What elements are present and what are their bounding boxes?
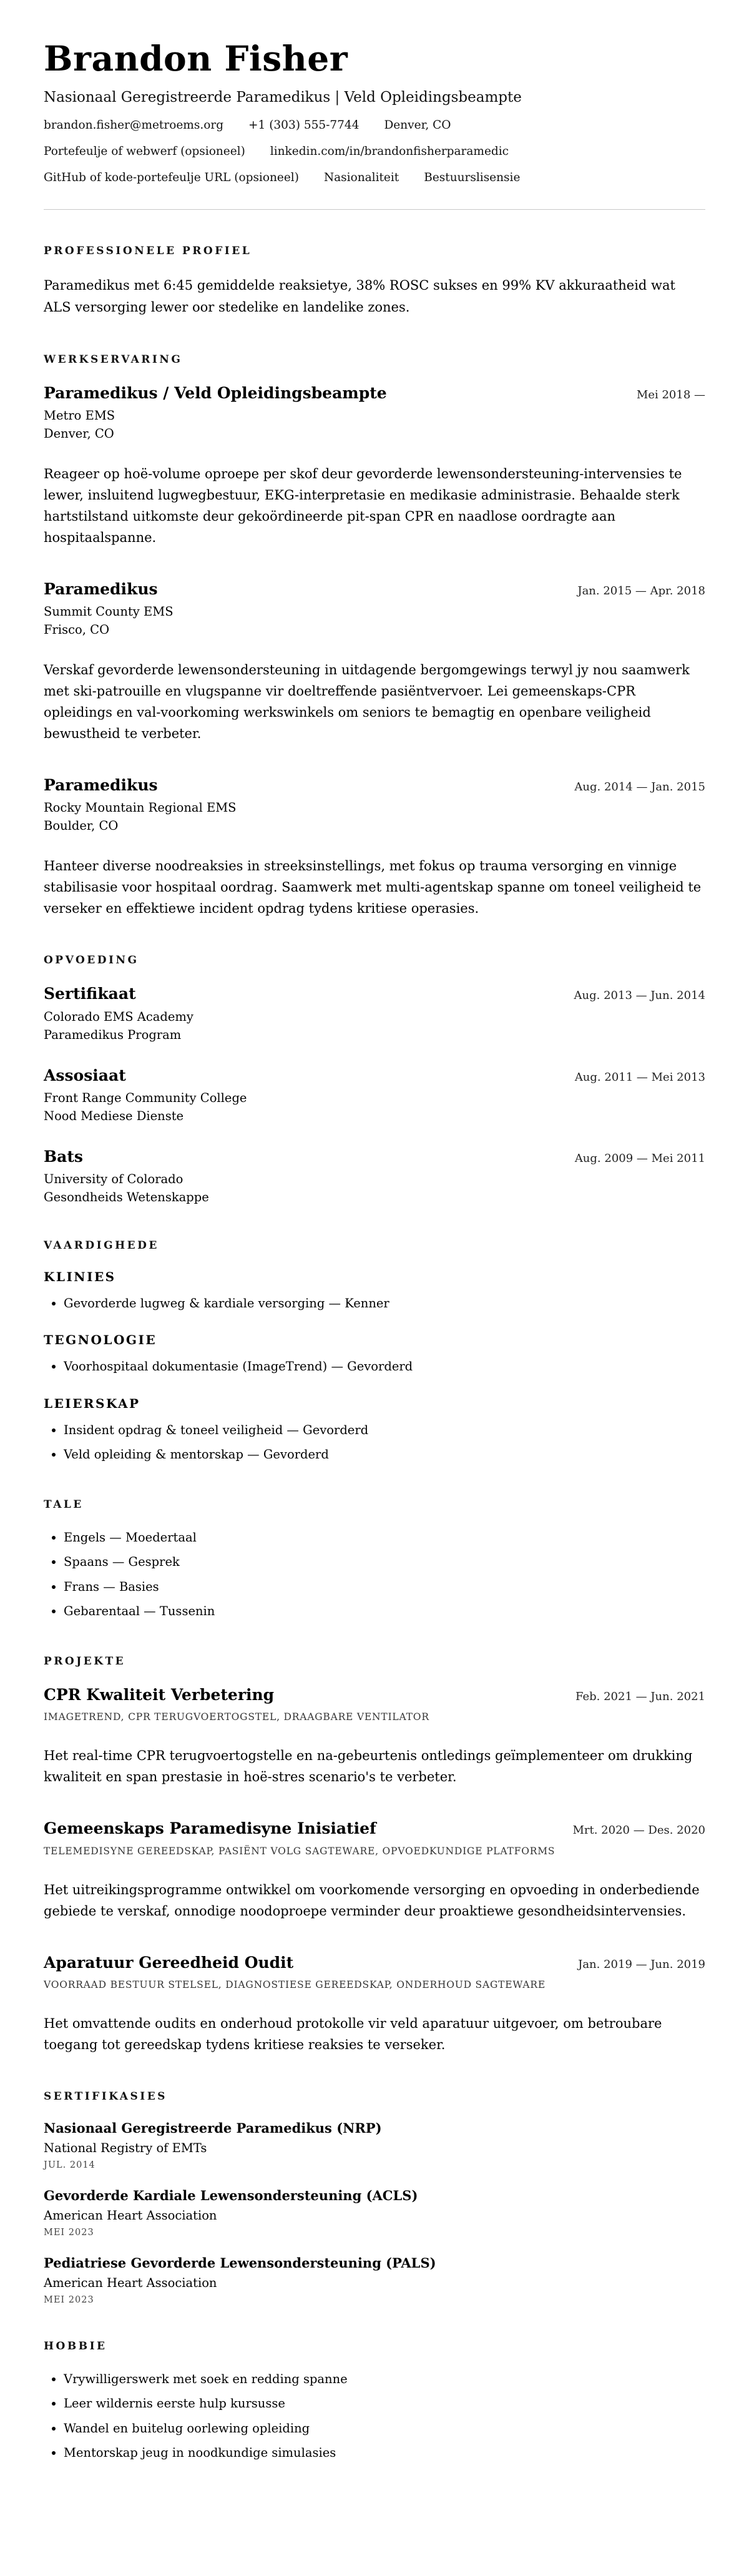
skill-list (44, 1357, 705, 1375)
project-entry-head (44, 1953, 705, 1972)
job-company: Summit County EMS (44, 604, 174, 619)
project-tools: TELEMEDISYNE GEREEDSKAP, PASIËNT VOLG SAGTEWARE, OPVOEDKUNDIGE PLATFORMS (44, 1845, 556, 1857)
project-tools: IMAGETREND, CPR TERUGVOERTOGSTEL, DRAAGBARE VENTILATOR (44, 1711, 429, 1723)
person-name: Brandon Fisher (44, 38, 348, 79)
certification-name: Gevorderde Kardiale Lewensondersteuning (ACLS) (44, 2188, 418, 2204)
project-description: Het uitreikingsprogramme ontwikkel om voorkomende versorging en opvoeding in onderbediende gebiede te verskaf, onnodige noodoproepe verminder deur proaktiewe gesondheidsintervensies. (44, 1882, 700, 1919)
skill-category-leadership (44, 1396, 705, 1464)
skill-category-name: TEGNOLOGIE (44, 1332, 157, 1348)
skills-heading: VAARDIGHEDE (44, 1239, 159, 1252)
education-school: University of Colorado (44, 1172, 184, 1187)
header-divider (44, 209, 705, 210)
job-entry-head (44, 775, 705, 795)
education-entry (44, 984, 705, 1041)
languages-heading: TALE (44, 1498, 84, 1512)
section-languages (44, 1498, 705, 1620)
job-description: Hanteer diverse noodreaksies in streeksinstellings, met fokus op trauma versorging en vinnige stabilisasie voor hospitaal oordrag. Saamwerk met multi-agentskap spanne om toneel veiligheid te verseker en effektiewe incident opdrag tydens kritiese operasies. (44, 858, 702, 917)
education-degree: Bats (44, 1147, 83, 1166)
skill-category-name: KLINIES (44, 1269, 116, 1285)
hobby-item: • Wandel en buitelug oorlewing opleiding (64, 2419, 705, 2437)
certification-issuer: American Heart Association (44, 2276, 217, 2291)
job-dates: Mei 2018 — (636, 388, 705, 401)
project-dates: Mrt. 2020 — Des. 2020 (572, 1824, 705, 1837)
project-title: Gemeenskaps Paramedisyne Inisiatief (44, 1819, 376, 1838)
project-entry (44, 1953, 705, 2055)
job-dates: Aug. 2014 — Jan. 2015 (574, 780, 705, 794)
project-description: Het omvattende oudits en onderhoud protokolle vir veld aparatuur uitgevoer, om betroubare toegang tot gereedskap tydens kritiese reaksies te verseker. (44, 2016, 662, 2053)
section-projects (44, 1655, 705, 2055)
project-title: CPR Kwaliteit Verbetering (44, 1686, 275, 1704)
job-entry-head (44, 383, 705, 403)
certification-date: MEI 2023 (44, 2228, 94, 2238)
contact-phone: +1 (303) 555-7744 (248, 119, 360, 132)
skill-category-technology (44, 1332, 705, 1375)
education-entry-head (44, 1147, 705, 1166)
hobby-item: • Vrywilligerswerk met soek en redding spanne (64, 2370, 705, 2388)
language-item: • Spaans — Gesprek (64, 1553, 705, 1571)
education-dates: Aug. 2013 — Jun. 2014 (574, 989, 705, 1003)
contact-block (44, 119, 705, 184)
education-entry (44, 1066, 705, 1123)
job-title: Paramedikus (44, 776, 158, 795)
language-list (44, 1528, 705, 1620)
project-entry-head (44, 1685, 705, 1704)
contact-row-3 (44, 171, 705, 184)
hobby-item: • Leer wildernis eerste hulp kursusse (64, 2394, 705, 2412)
certifications-heading: SERTIFIKASIES (44, 2090, 167, 2103)
skill-category-name: LEIERSKAP (44, 1395, 140, 1411)
job-entry (44, 383, 705, 548)
skill-list (44, 1294, 705, 1312)
skill-item: • Voorhospitaal dokumentasie (ImageTrend) — Gevorderd (64, 1357, 705, 1375)
job-description: Verskaf gevorderde lewensondersteuning in uitdagende bergomgewings terwyl jy nou saamwerk met ski-patrouille en vlugspanne vir doeltreffende pasiëntvervoer. Lei gemeenskaps-CPR opleidings en val-voorkoming werkswinkels om seniors te bemagtig en openbare veiligheid bewustheid te verbeter. (44, 662, 690, 742)
section-certifications (44, 2090, 705, 2305)
section-experience (44, 353, 705, 920)
job-entry (44, 579, 705, 744)
education-degree: Sertifikaat (44, 985, 136, 1003)
job-entry (44, 775, 705, 919)
contact-nationality: Nasionaliteit (323, 171, 399, 185)
projects-heading: PROJEKTE (44, 1655, 126, 1668)
certification-name: Nasionaal Geregistreerde Paramedikus (NRP) (44, 2120, 382, 2136)
contact-linkedin: linkedin.com/in/brandonfisherparamedic (270, 145, 509, 159)
contact-email: brandon.fisher@metroems.org (44, 119, 224, 132)
project-entry (44, 1685, 705, 1787)
hobby-item: • Mentorskap jeug in noodkundige simulasies (64, 2444, 705, 2462)
project-tools: VOORRAAD BESTUUR STELSEL, DIAGNOSTIESE GEREEDSKAP, ONDERHOUD SAGTEWARE (44, 1979, 546, 1991)
project-entry-head (44, 1819, 705, 1838)
education-field: Paramedikus Program (44, 1027, 182, 1042)
certification-entry (44, 2120, 705, 2170)
contact-row-2 (44, 145, 705, 158)
job-location: Boulder, CO (44, 819, 119, 833)
education-degree: Assosiaat (44, 1066, 126, 1084)
education-heading: OPVOEDING (44, 954, 139, 967)
skill-item: • Gevorderde lugweg & kardiale versorging — Kenner (64, 1294, 705, 1312)
hobby-list (44, 2370, 705, 2462)
job-company: Rocky Mountain Regional EMS (44, 800, 237, 815)
certification-entry (44, 2188, 705, 2238)
section-profile (44, 245, 705, 318)
job-company: Metro EMS (44, 408, 115, 423)
job-location: Frisco, CO (44, 622, 110, 637)
profile-text: Paramedikus met 6:45 gemiddelde reaksietye, 38% ROSC sukses en 99% KV akkuraatheid wat ALS versorging lewer oor stedelike en landelike zones. (44, 278, 675, 315)
skill-list (44, 1421, 705, 1464)
job-title: Paramedikus (44, 579, 158, 598)
contact-portfolio: Portefeulje of webwerf (opsioneel) (44, 145, 245, 159)
education-dates: Aug. 2009 — Mei 2011 (574, 1151, 705, 1165)
education-entry-head (44, 984, 705, 1003)
certification-name: Pediatriese Gevorderde Lewensondersteuning (PALS) (44, 2255, 436, 2271)
job-location: Denver, CO (44, 426, 114, 441)
education-field: Nood Mediese Dienste (44, 1108, 184, 1123)
job-title: Paramedikus / Veld Opleidingsbeampte (44, 383, 387, 402)
language-item: • Engels — Moedertaal (64, 1528, 705, 1546)
education-entry (44, 1147, 705, 1204)
section-education (44, 954, 705, 1204)
job-entry-head (44, 579, 705, 599)
job-dates: Jan. 2015 — Apr. 2018 (577, 584, 705, 597)
resume-header (44, 39, 705, 184)
project-title: Aparatuur Gereedheid Oudit (44, 1953, 294, 1972)
contact-location: Denver, CO (384, 119, 451, 132)
project-dates: Feb. 2021 — Jun. 2021 (575, 1690, 705, 1704)
skill-item: • Veld opleiding & mentorskap — Gevorderd (64, 1445, 705, 1463)
education-school: Colorado EMS Academy (44, 1009, 193, 1024)
experience-heading: WERKSERVARING (44, 353, 183, 366)
certification-issuer: National Registry of EMTs (44, 2141, 207, 2156)
contact-license: Bestuurslisensie (424, 171, 521, 185)
education-entry-head (44, 1066, 705, 1085)
profile-heading: PROFESSIONELE PROFIEL (44, 245, 252, 258)
section-hobbies (44, 2340, 705, 2462)
project-description: Het real-time CPR terugvoertogstelle en na-gebeurtenis ontledings geïmplementeer om drukking kwaliteit en span prestasie in hoë-stres scenario's te verbeter. (44, 1748, 693, 1785)
contact-row-1 (44, 119, 705, 132)
headline: Nasionaal Geregistreerde Paramedikus | Veld Opleidingsbeampte (44, 89, 522, 106)
education-field: Gesondheids Wetenskappe (44, 1190, 209, 1205)
job-description: Reageer op hoë-volume oproepe per skof deur gevorderde lewensondersteuning-intervensies te lewer, insluitend lugwegbestuur, EKG-interpretasie en medikasie administrasie. Behaalde sterk hartstilstand uitkomste deur gekoördineerde pit-span CPR en naadlose oordragte aan hospitaalspanne. (44, 466, 682, 545)
education-dates: Aug. 2011 — Mei 2013 (574, 1070, 705, 1084)
certification-date: MEI 2023 (44, 2295, 94, 2306)
language-item: • Gebarentaal — Tussenin (64, 1602, 705, 1620)
certification-entry (44, 2255, 705, 2305)
hobbies-heading: HOBBIE (44, 2340, 107, 2353)
section-skills (44, 1239, 705, 1463)
certification-issuer: American Heart Association (44, 2208, 217, 2223)
skill-item: • Insident opdrag & toneel veiligheid — Gevorderd (64, 1421, 705, 1439)
skill-category-clinical (44, 1269, 705, 1312)
certification-date: JUL. 2014 (44, 2160, 95, 2171)
project-entry (44, 1819, 705, 1921)
contact-github: GitHub of kode-portefeulje URL (opsioneel) (44, 171, 299, 185)
language-item: • Frans — Basies (64, 1578, 705, 1596)
education-school: Front Range Community College (44, 1090, 247, 1105)
project-dates: Jan. 2019 — Jun. 2019 (578, 1957, 705, 1971)
